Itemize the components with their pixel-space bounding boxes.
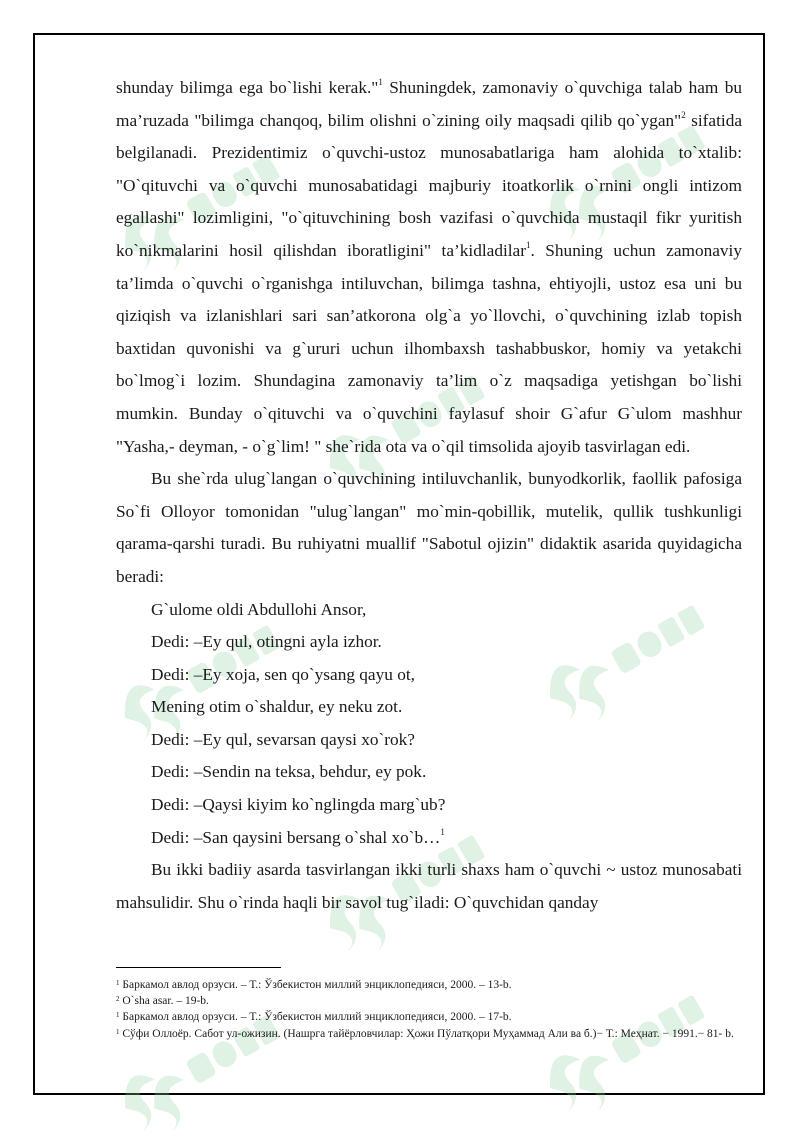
footnotes [116, 976, 742, 1041]
poem-line [116, 594, 742, 627]
paragraph-text: Shuningdek, zamonaviy o`quvchiga talab ham bu ma’ruzada "bilimga chanqoq, bilim olishni o`zining oily maqsadi qilib qo`ygan" [116, 78, 743, 130]
poem-line [116, 724, 742, 757]
poem-line [116, 691, 742, 724]
footnote-text: O`sha asar. – 19-b. [122, 995, 209, 1008]
footnote-item [116, 976, 742, 992]
poem-line-text: Dedi: –Sendin na teksa, behdur, ey pok. [151, 762, 427, 782]
footnote-text: Сўфи Оллоёр. Сабот ул-ожизин. (Нашрга тайёрловчилар: Ҳожи Пўлатқори Муҳаммад Али ва б.)− Т.: Меҳнат. − 1991.− 81- b. [122, 1027, 734, 1040]
poem-line-text: Dedi: –Ey qul, otingni ayla izhor. [151, 632, 382, 652]
footnote-reference[interactable]: 1 [525, 239, 531, 250]
document-body [116, 72, 742, 919]
poem-block [116, 594, 742, 855]
poem-line-text: G`ulome oldi Abdullohi Ansor, [151, 599, 367, 619]
footnote-separator [116, 967, 281, 968]
poem-line-text: Mening otim o`shaldur, ey neku zot. [151, 697, 403, 717]
footnote-mark: 1 [116, 1011, 120, 1020]
poem-line-text: Dedi: –Ey xoja, sen qo`ysang qayu ot, [151, 664, 415, 684]
paragraph-text: sifatida belgilanadi. Prezidentimiz o`quvchi-ustoz munosabatlariga ham alohida to`xtalib: "O`qituvchi va o`quvchi munosabatidagi majburiy itoatkorlik o`rnini ongli intizom egallashi" lozimligini, "o`qituvchining bosh vazifasi o`quvchida mustaqil fikr yuritish ko`nikmalarini hosil qilishdan iboratligini" ta’kidladilar [116, 110, 743, 260]
poem-line [116, 756, 742, 789]
poem-line [116, 626, 742, 659]
poem-line [116, 659, 742, 692]
footnote-reference[interactable]: 1 [440, 826, 445, 837]
footnote-mark: 1 [116, 1027, 120, 1036]
poem-line [116, 789, 742, 822]
footnote-item [116, 1025, 742, 1041]
paragraph-text: Bu she`rda ulug`langan o`quvchining intiluvchanlik, bunyodkorlik, faollik pafosiga So`fi Olloyor tomonidan "ulug`langan" mo`min-qobillik, mutelik, qullik tushkunligi qarama-qarshi turadi. Bu ruhiyatni muallif "Sabotul ojizin" didaktik asarida quyidagicha beradi: [116, 469, 742, 586]
footnote-text: Баркамол авлод орзуси. – Т.: Ўзбекистон миллий энциклопедияси, 2000. – 13-b. [122, 979, 512, 991]
footnote-reference[interactable]: 2 [681, 109, 686, 120]
footnote-item [116, 992, 742, 1008]
poem-line [116, 822, 742, 855]
footnote-mark: 2 [116, 995, 120, 1004]
paragraph-text: . Shuning uchun zamonaviy ta’limda o`quvchi o`rganishga intiluvchan, bilimga tashna, ehtiyojli, ustoz esa uni bu qiziqish va izlanishlari sari san’atkorona olg`a yo`llovchi, o`quvchining izlab topish baxtidan quvonishi va g`ururi uchun ilhombaxsh tashabbuskor, homiy va yetakchi bo`lmog`i lozim. Shundagina zamonaviy ta’lim o`z maqsadiga yetishgan bo`lishi mumkin. Bunday o`qituvchi va o`quvchini faylasuf shoir G`afur G`ulom mashhur "Yasha,- deyman, - o`g`lim! " she`rida ota va o`qil timsolida ajoyib tasvirlagan edi. [116, 240, 742, 456]
paragraph-group [116, 72, 742, 594]
footnote-reference[interactable]: 1 [378, 77, 383, 87]
closing-paragraph: Bu ikki badiiy asarda tasvirlangan ikki turli shaxs ham o`quvchi ~ ustoz munosabati mahsulidir. Shu o`rinda haqli bir savol tug`iladi: O`quvchidan qanday [116, 860, 742, 912]
footnote-mark: 1 [116, 979, 120, 987]
poem-line-text: Dedi: –Qaysi kiyim ko`nglingda marg`ub? [151, 795, 446, 815]
footnote-item [116, 1008, 742, 1024]
paragraph [116, 463, 742, 593]
footnote-text: Баркамол авлод орзуси. – Т.: Ўзбекистон миллий энциклопедияси, 2000. – 17-b. [122, 1011, 512, 1024]
poem-line-text: Dedi: –Ey qul, sevarsan qaysi xo`rok? [151, 729, 415, 749]
paragraph [116, 72, 742, 463]
paragraph-text: shunday bilimga ega bo`lishi kerak." [116, 78, 379, 97]
poem-line-text: Dedi: –San qaysini bersang o`shal xo`b… [151, 827, 441, 847]
